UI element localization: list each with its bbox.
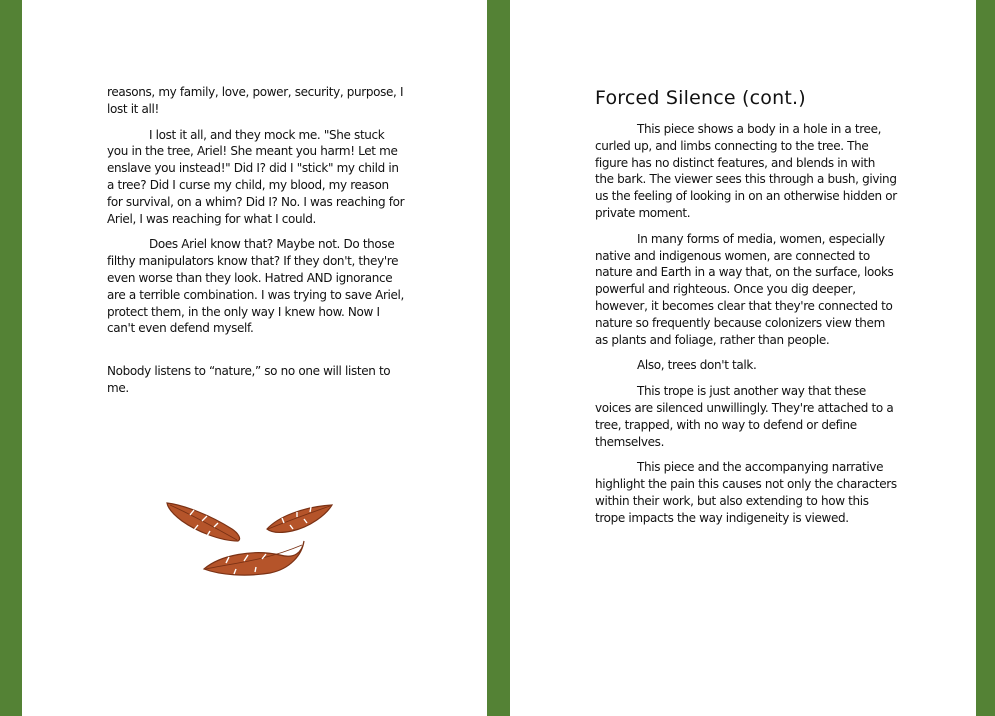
left-page-text (107, 84, 407, 406)
page-title: Forced Silence (cont.) (595, 87, 806, 109)
paragraph: This piece and the accompanying narrative highlight the pain this causes not only the characters within their work, but also extending to how this trope impacts the way indigeneity is viewed. (595, 460, 897, 525)
leaf-icon (167, 503, 240, 541)
paragraph: I lost it all, and they mock me. "She stuck you in the tree, Ariel! She meant you harm! Let me enslave you instead!" Did I? did I "stick" my child in a tree? Did I curse my child, my blood, my reason for survival, on a whim? Did I? No. I was reaching for Ariel, I was reaching for what I could. (107, 127, 405, 226)
paragraph: reasons, my family, love, power, security, purpose, I lost it all! (107, 85, 404, 116)
falling-leaves-icon (162, 495, 337, 585)
left-page (22, 0, 487, 716)
paragraph: Also, trees don't talk. (637, 358, 757, 373)
paragraph: In many forms of media, women, especially native and indigenous women, are connected to nature and Earth in a way that, on the surface, looks powerful and righteous. Once you dig deeper, however, it becomes clear that they're connected to nature so frequently because colonizers view them as plants and foliage, rather than people. (595, 231, 894, 347)
right-page-text (595, 121, 897, 536)
leaf-icon (204, 541, 304, 575)
paragraph: This trope is just another way that these voices are silenced unwillingly. They're attached to a tree, trapped, with no way to defend or define themselves. (595, 384, 894, 449)
leaf-icon (267, 505, 332, 532)
paragraph: Does Ariel know that? Maybe not. Do those filthy manipulators know that? If they don't, they're even worse than they look. Hatred AND ignorance are a terrible combination. I was trying to save Ariel, protect them, in the only way I knew how. Now I can't even defend myself. (107, 237, 404, 336)
right-page (510, 0, 976, 716)
paragraph: This piece shows a body in a hole in a tree, curled up, and limbs connecting to the tree. The figure has no distinct features, and blends in with the bark. The viewer sees this through a bush, giving us the feeling of looking in on an otherwise hidden or private moment. (595, 122, 897, 220)
paragraph: Nobody listens to “nature,” so no one will listen to me. (107, 364, 391, 395)
